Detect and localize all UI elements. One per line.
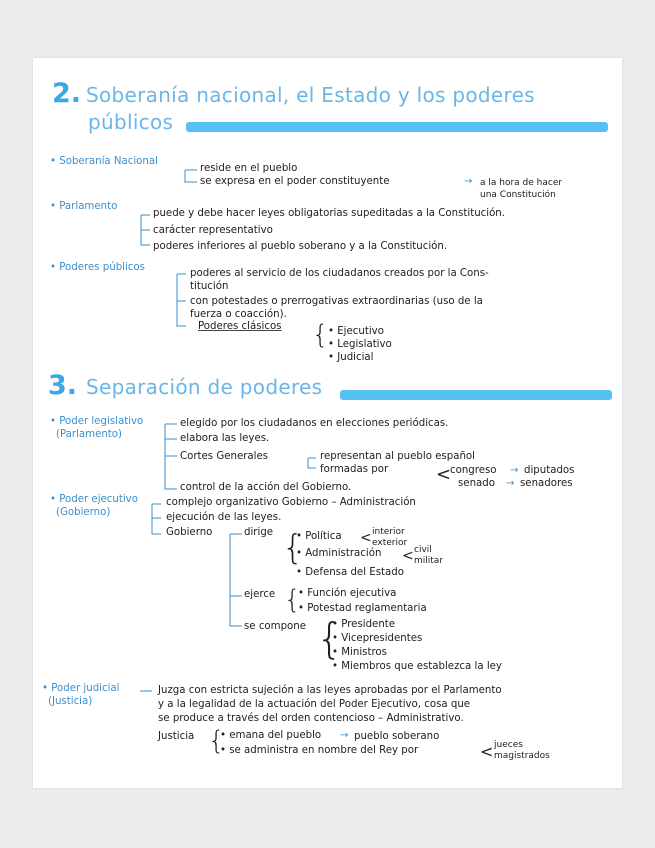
legislativo-item-4: control de la acción del Gobierno. — [180, 482, 352, 493]
arrow-icon: → — [510, 465, 519, 476]
ejecutivo-gobierno: Gobierno — [166, 527, 213, 538]
justicia-emana: • emana del pueblo — [220, 730, 322, 741]
ejerce-potestad: • Potestad reglamentaria — [298, 603, 427, 614]
section-3-title: Separación de poderes — [86, 375, 323, 399]
parlamento-item-3: poderes inferiores al pueblo soberano y a la Constitución. — [153, 241, 448, 252]
parlamento-item-2: carácter representativo — [153, 225, 273, 236]
camara-senadores: senadores — [520, 478, 573, 489]
less-than-icon: < — [480, 742, 494, 761]
less-than-icon: < — [360, 530, 372, 546]
dirige-administracion: • Administración — [296, 548, 382, 559]
clasico-ejecutivo: • Ejecutivo — [328, 326, 384, 337]
politica-exterior: exterior — [372, 538, 408, 548]
soberania-item-4: una Constitución — [480, 190, 556, 200]
poderes-clasicos-label: Poderes clásicos — [198, 321, 282, 332]
legislativo-sub: (Parlamento) — [56, 429, 123, 440]
section-2-title-line1: Soberanía nacional, el Estado y los poderes — [86, 83, 535, 107]
section-2-number: 2. — [52, 78, 82, 109]
poderes-item-1a: poderes al servicio de los ciudadanos creados por la Cons- — [190, 268, 489, 279]
ejecutivo-item-2: ejecución de las leyes. — [166, 512, 282, 523]
camara-senado: senado — [458, 478, 495, 489]
politica-interior: interior — [372, 527, 405, 537]
legislativo-item-1: elegido por los ciudadanos en elecciones periódicas. — [180, 418, 449, 429]
legislativo-item-2: elabora las leyes. — [180, 433, 270, 444]
administracion-civil: civil — [414, 545, 432, 555]
por-jueces: jueces — [494, 740, 523, 750]
section-3-highlight-bar — [340, 390, 612, 400]
poderes-head: • Poderes públicos — [50, 262, 145, 273]
soberania-item-2: se expresa en el poder constituyente — [200, 176, 390, 187]
camara-congreso: congreso — [450, 465, 497, 476]
legislativo-head: • Poder legislativo — [50, 416, 144, 427]
compone-presidente: • Presidente — [332, 619, 396, 630]
parlamento-head: • Parlamento — [50, 201, 118, 212]
ejecutivo-head: • Poder ejecutivo — [50, 494, 138, 505]
less-than-icon: < — [402, 548, 414, 564]
section-2-highlight-bar — [186, 122, 608, 132]
por-magistrados: magistrados — [494, 751, 550, 761]
arrow-icon: → — [506, 478, 515, 489]
judicial-line-2: y a la legalidad de la actuación del Poder Ejecutivo, cosa que — [158, 699, 471, 710]
parlamento-item-1: puede y debe hacer leyes obligatorias supeditadas a la Constitución. — [153, 208, 506, 219]
poderes-item-1b: titución — [190, 281, 229, 292]
judicial-justicia: Justicia — [158, 731, 195, 742]
justicia-pueblo-soberano: pueblo soberano — [354, 731, 440, 742]
dirige-politica: • Política — [296, 531, 342, 542]
legislativo-item-3: Cortes Generales — [180, 451, 269, 462]
brace-icon: { — [282, 528, 304, 568]
dirige-defensa: • Defensa del Estado — [296, 567, 404, 578]
justicia-administra: • se administra en nombre del Rey por — [220, 745, 419, 756]
cortes-item-1: representan al pueblo español — [320, 451, 475, 462]
soberania-item-1: reside en el pueblo — [200, 163, 298, 174]
judicial-head: • Poder judicial — [42, 683, 120, 694]
arrow-icon: → — [464, 176, 473, 187]
poderes-item-2a: con potestades o prerrogativas extraordinarias (uso de la — [190, 296, 483, 307]
poderes-item-2b: fuerza o coacción). — [190, 309, 287, 320]
compone-ministros: • Ministros — [332, 647, 387, 658]
gobierno-ejerce: ejerce — [244, 589, 276, 600]
administracion-militar: militar — [414, 556, 444, 566]
soberania-head: • Soberanía Nacional — [50, 156, 158, 167]
brace-icon: { — [316, 614, 343, 663]
clasico-legislativo: • Legislativo — [328, 339, 392, 350]
arrow-icon: → — [340, 730, 349, 741]
brace-icon: { — [284, 585, 301, 615]
gobierno-dirige: dirige — [244, 527, 274, 538]
camara-diputados: diputados — [524, 465, 575, 476]
ejecutivo-sub: (Gobierno) — [56, 507, 111, 518]
judicial-sub: (Justicia) — [48, 696, 93, 707]
ejecutivo-item-1: complejo organizativo Gobierno – Administración — [166, 497, 416, 508]
judicial-line-1: Juzga con estricta sujeción a las leyes aprobadas por el Parlamento — [158, 685, 502, 696]
less-than-icon: < — [436, 464, 452, 485]
compone-vicepresidentes: • Vicepresidentes — [332, 633, 423, 644]
brace-icon: { — [312, 320, 329, 350]
ejerce-funcion: • Función ejecutiva — [298, 588, 397, 599]
gobierno-compone: se compone — [244, 621, 306, 632]
brace-icon: { — [208, 726, 225, 756]
soberania-item-3: a la hora de hacer — [480, 178, 563, 188]
cortes-item-2: formadas por — [320, 464, 389, 475]
clasico-judicial: • Judicial — [328, 352, 374, 363]
section-3-number: 3. — [48, 370, 78, 401]
section-2-title-line2: públicos — [88, 110, 174, 134]
judicial-line-3: se produce a través del orden contencioso – Administrativo. — [158, 713, 464, 724]
compone-miembros: • Miembros que establezca la ley — [332, 661, 502, 672]
